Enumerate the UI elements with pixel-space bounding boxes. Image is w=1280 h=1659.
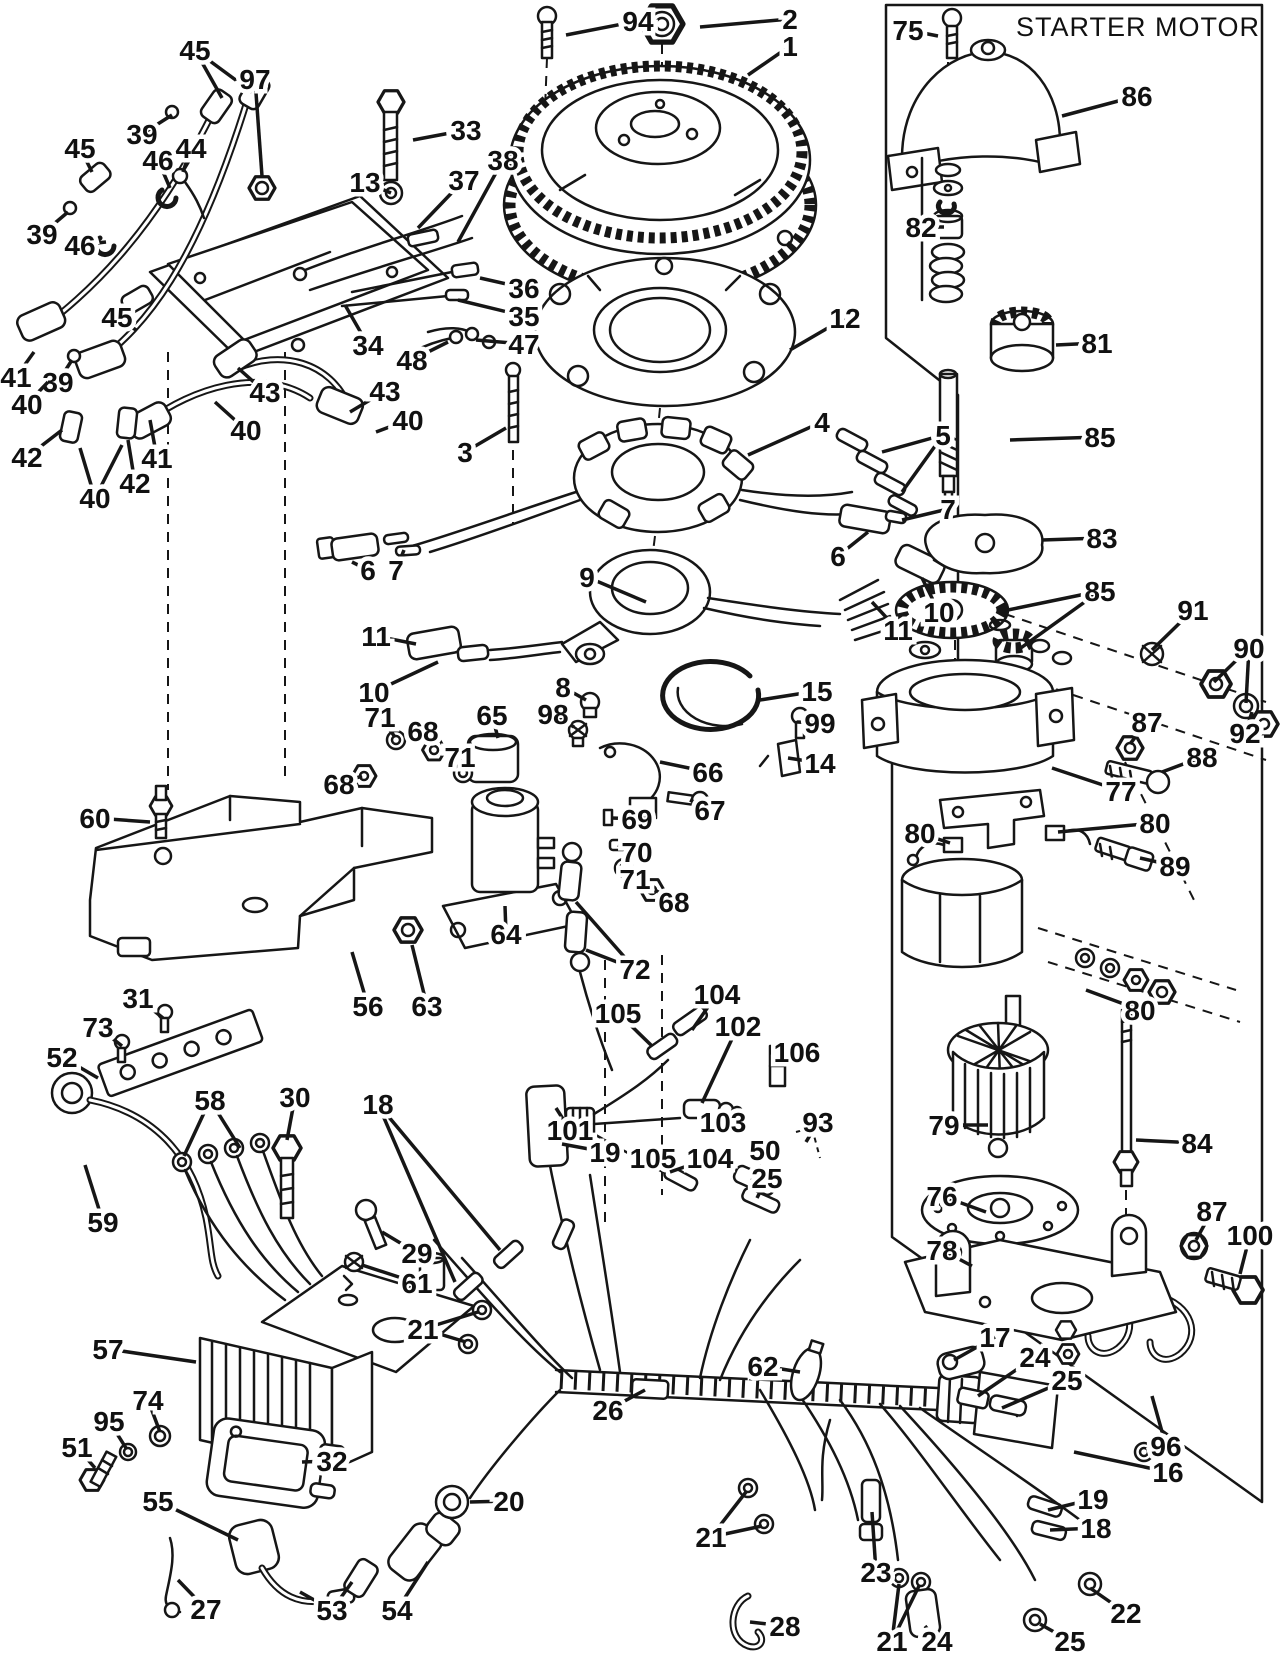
callout-80 — [1058, 808, 1171, 839]
starter-cap-86 — [888, 40, 1080, 190]
callout-88 — [1162, 742, 1218, 773]
svg-text:87: 87 — [1196, 1196, 1228, 1227]
callout-39 — [42, 360, 73, 398]
svg-text:66: 66 — [692, 757, 724, 788]
callout-63 — [411, 945, 442, 1022]
svg-text:98: 98 — [537, 699, 569, 730]
callout-57 — [92, 1334, 196, 1365]
callout-83 — [1042, 523, 1118, 554]
svg-text:10: 10 — [358, 677, 390, 708]
leads-58 — [173, 1134, 322, 1300]
svg-text:44: 44 — [175, 133, 207, 164]
svg-text:79: 79 — [928, 1110, 960, 1141]
callout-65 — [476, 700, 507, 738]
gear-set-85 — [896, 582, 1032, 672]
svg-text:69: 69 — [621, 804, 653, 835]
callout-31 — [122, 983, 163, 1018]
callout-40 — [79, 445, 122, 514]
svg-text:50: 50 — [749, 1135, 781, 1166]
retainer-ring-15 — [663, 661, 759, 729]
svg-text:54: 54 — [381, 1595, 413, 1626]
callout-25 — [751, 1163, 782, 1198]
svg-text:65: 65 — [476, 700, 508, 731]
svg-text:10: 10 — [923, 597, 955, 628]
bolt-30 — [273, 1136, 301, 1218]
callout-1 — [748, 31, 798, 75]
callout-4 — [748, 407, 830, 455]
svg-text:5: 5 — [935, 420, 951, 451]
starter-housing — [902, 859, 1022, 967]
svg-text:61: 61 — [401, 1268, 433, 1299]
callout-105 — [595, 998, 652, 1046]
svg-text:58: 58 — [194, 1085, 226, 1116]
svg-text:67: 67 — [694, 795, 726, 826]
callout-56 — [352, 952, 384, 1022]
callout-93 — [802, 1107, 833, 1142]
callout-52 — [46, 1042, 98, 1078]
svg-text:34: 34 — [352, 330, 384, 361]
callout-16 — [1074, 1452, 1184, 1488]
svg-text:20: 20 — [493, 1486, 525, 1517]
callout-51 — [61, 1432, 95, 1468]
svg-text:84: 84 — [1181, 1128, 1213, 1159]
svg-text:15: 15 — [801, 676, 833, 707]
svg-text:31: 31 — [122, 983, 154, 1014]
callout-6 — [830, 532, 868, 572]
callout-85 — [1010, 422, 1116, 453]
svg-text:38: 38 — [487, 145, 519, 176]
svg-text:95: 95 — [93, 1406, 125, 1437]
nut-63 — [394, 918, 422, 942]
svg-text:24: 24 — [1019, 1342, 1051, 1373]
svg-text:40: 40 — [11, 389, 43, 420]
svg-text:71: 71 — [619, 864, 651, 895]
nut-87-upper — [1117, 737, 1143, 760]
svg-text:99: 99 — [804, 708, 836, 739]
callout-84 — [1136, 1128, 1213, 1159]
svg-text:30: 30 — [279, 1082, 311, 1113]
callout-40 — [376, 405, 424, 436]
svg-text:96: 96 — [1150, 1431, 1182, 1462]
svg-text:82: 82 — [905, 212, 937, 243]
through-bolt-84 — [1114, 1010, 1138, 1186]
callout-86 — [1062, 81, 1153, 116]
svg-text:106: 106 — [773, 1037, 821, 1068]
svg-text:105: 105 — [629, 1143, 677, 1174]
svg-text:90: 90 — [1233, 633, 1265, 664]
callout-67 — [690, 795, 726, 826]
callout-106 — [774, 1037, 821, 1068]
pinion-81 — [991, 311, 1053, 371]
svg-text:13: 13 — [349, 167, 381, 198]
svg-text:2: 2 — [782, 4, 798, 35]
frame-77 — [862, 640, 1074, 773]
callout-71 — [619, 864, 650, 895]
svg-text:45: 45 — [179, 35, 211, 66]
svg-text:62: 62 — [747, 1351, 779, 1382]
svg-text:46: 46 — [142, 145, 174, 176]
callout-68 — [655, 887, 690, 918]
callout-43 — [238, 368, 281, 408]
svg-text:16: 16 — [1152, 1457, 1184, 1488]
svg-text:21: 21 — [876, 1626, 908, 1657]
svg-text:43: 43 — [249, 377, 281, 408]
callout-72 — [576, 902, 651, 985]
svg-text:19: 19 — [1077, 1484, 1109, 1515]
bolt-94 — [538, 7, 556, 58]
boot-53-54 — [342, 1510, 463, 1600]
callout-6 — [352, 555, 376, 586]
svg-text:25: 25 — [1054, 1626, 1086, 1657]
svg-text:104: 104 — [693, 979, 741, 1010]
callout-41 — [0, 352, 34, 393]
svg-text:85: 85 — [1084, 576, 1116, 607]
svg-text:12: 12 — [829, 303, 861, 334]
svg-text:88: 88 — [1186, 742, 1218, 773]
svg-text:18: 18 — [1080, 1513, 1112, 1544]
svg-text:60: 60 — [79, 803, 111, 834]
callout-71 — [364, 702, 395, 737]
callout-92 — [1229, 712, 1260, 749]
svg-text:55: 55 — [142, 1486, 174, 1517]
svg-text:40: 40 — [392, 405, 424, 436]
svg-text:51: 51 — [61, 1432, 93, 1463]
svg-text:70: 70 — [621, 837, 653, 868]
svg-text:102: 102 — [714, 1011, 762, 1042]
svg-text:92: 92 — [1229, 718, 1261, 749]
svg-text:24: 24 — [921, 1626, 953, 1657]
svg-text:80: 80 — [904, 818, 936, 849]
svg-text:72: 72 — [619, 954, 651, 985]
grommet-8 — [581, 693, 599, 717]
svg-text:41: 41 — [141, 443, 173, 474]
screw-31 — [158, 1005, 172, 1032]
svg-text:3: 3 — [457, 437, 473, 468]
svg-text:63: 63 — [411, 991, 443, 1022]
callout-25 — [1040, 1624, 1086, 1657]
svg-text:23: 23 — [860, 1557, 892, 1588]
callout-45 — [64, 133, 95, 172]
svg-text:76: 76 — [926, 1181, 958, 1212]
svg-text:71: 71 — [364, 702, 396, 733]
svg-text:11: 11 — [361, 621, 391, 652]
svg-text:100: 100 — [1226, 1220, 1274, 1251]
svg-text:85: 85 — [1084, 422, 1116, 453]
bolt-75 — [943, 9, 961, 58]
svg-text:64: 64 — [490, 919, 522, 950]
boot-55 — [227, 1517, 355, 1606]
svg-text:7: 7 — [388, 555, 404, 586]
bolt-100 — [1205, 1268, 1263, 1303]
svg-text:77: 77 — [1105, 776, 1137, 807]
svg-text:8: 8 — [555, 672, 571, 703]
armature-79 — [948, 996, 1048, 1157]
svg-text:89: 89 — [1159, 851, 1191, 882]
svg-text:39: 39 — [126, 119, 158, 150]
callout-34 — [345, 305, 384, 361]
callout-28 — [750, 1611, 801, 1642]
svg-text:56: 56 — [352, 991, 384, 1022]
svg-text:104: 104 — [686, 1143, 734, 1174]
svg-text:39: 39 — [26, 219, 58, 250]
callout-33 — [413, 115, 482, 146]
callout-98 — [537, 699, 574, 730]
callout-100 — [1227, 1220, 1274, 1274]
svg-text:46: 46 — [64, 230, 96, 261]
svg-text:21: 21 — [695, 1522, 727, 1553]
callout-96 — [1150, 1396, 1181, 1462]
svg-text:53: 53 — [316, 1595, 348, 1626]
callout-91 — [1152, 595, 1209, 650]
svg-text:19: 19 — [589, 1137, 621, 1168]
stud-89 — [1095, 837, 1154, 871]
svg-text:42: 42 — [119, 468, 151, 499]
callout-26 — [592, 1390, 645, 1426]
svg-text:81: 81 — [1081, 328, 1113, 359]
svg-text:91: 91 — [1177, 595, 1209, 626]
callout-105 — [630, 1143, 677, 1174]
svg-text:101: 101 — [546, 1115, 594, 1146]
svg-text:36: 36 — [508, 273, 540, 304]
callout-102 — [702, 1011, 761, 1103]
svg-text:40: 40 — [79, 483, 111, 514]
svg-text:33: 33 — [450, 115, 482, 146]
svg-text:29: 29 — [401, 1238, 433, 1269]
pin-69 — [604, 810, 612, 825]
svg-text:68: 68 — [407, 716, 439, 747]
callout-73 — [82, 1012, 122, 1046]
svg-text:22: 22 — [1110, 1598, 1142, 1629]
callout-87 — [1196, 1196, 1228, 1240]
callout-46 — [142, 145, 173, 188]
svg-text:87: 87 — [1131, 707, 1163, 738]
svg-text:17: 17 — [979, 1322, 1011, 1353]
svg-text:103: 103 — [699, 1107, 747, 1138]
svg-text:42: 42 — [11, 442, 43, 473]
svg-text:86: 86 — [1121, 81, 1153, 112]
washer-95 — [120, 1444, 136, 1460]
svg-text:6: 6 — [360, 555, 376, 586]
svg-text:78: 78 — [926, 1235, 958, 1266]
svg-text:1: 1 — [782, 31, 798, 62]
svg-text:71: 71 — [444, 742, 476, 773]
bolt-29 — [356, 1200, 386, 1249]
callout-81 — [1056, 328, 1113, 359]
svg-text:59: 59 — [87, 1207, 119, 1238]
svg-text:11: 11 — [883, 615, 913, 646]
timer-base — [562, 550, 840, 664]
callout-7 — [388, 550, 404, 586]
callout-39 — [26, 212, 68, 250]
callout-21 — [695, 1492, 762, 1553]
svg-text:80: 80 — [1139, 808, 1171, 839]
svg-text:52: 52 — [46, 1042, 78, 1073]
callout-87 — [1130, 707, 1163, 744]
svg-text:74: 74 — [132, 1385, 164, 1416]
callout-46 — [64, 230, 106, 261]
nut-87-lower — [1181, 1233, 1207, 1259]
callout-24 — [921, 1626, 953, 1657]
callout-95 — [93, 1406, 126, 1448]
svg-text:45: 45 — [101, 302, 133, 333]
svg-text:94: 94 — [622, 6, 654, 37]
svg-text:27: 27 — [190, 1594, 222, 1625]
svg-text:43: 43 — [369, 376, 401, 407]
svg-text:4: 4 — [814, 407, 830, 438]
svg-text:37: 37 — [448, 165, 480, 196]
svg-text:75: 75 — [892, 15, 924, 46]
callout-68 — [407, 716, 438, 747]
svg-text:40: 40 — [230, 415, 262, 446]
callout-36 — [480, 273, 540, 304]
callout-66 — [660, 757, 724, 788]
callout-42 — [11, 430, 62, 473]
strap-27 — [165, 1538, 180, 1617]
callout-27 — [178, 1580, 222, 1625]
svg-text:105: 105 — [594, 998, 642, 1029]
callout-30 — [279, 1082, 310, 1140]
svg-text:41: 41 — [0, 362, 32, 393]
svg-text:68: 68 — [658, 887, 690, 918]
svg-text:80: 80 — [1124, 995, 1156, 1026]
svg-text:9: 9 — [579, 562, 595, 593]
svg-text:39: 39 — [42, 367, 74, 398]
svg-text:25: 25 — [751, 1163, 783, 1194]
svg-text:48: 48 — [396, 345, 428, 376]
svg-text:35: 35 — [508, 301, 540, 332]
bolt-33 — [378, 91, 404, 180]
svg-text:28: 28 — [769, 1611, 801, 1642]
callout-75 — [892, 15, 938, 46]
svg-text:68: 68 — [323, 769, 355, 800]
callout-59 — [85, 1165, 119, 1238]
hub-plate — [535, 258, 795, 406]
bolt-3 — [506, 363, 520, 442]
callout-20 — [470, 1486, 525, 1517]
callout-71 — [444, 742, 475, 773]
svg-text:83: 83 — [1086, 523, 1118, 554]
svg-text:45: 45 — [64, 133, 96, 164]
callout-15 — [760, 676, 833, 707]
svg-text:7: 7 — [940, 494, 956, 525]
svg-text:26: 26 — [592, 1395, 624, 1426]
timer-leads-left — [406, 626, 562, 662]
callout-103 — [700, 1107, 747, 1138]
svg-text:21: 21 — [407, 1314, 439, 1345]
callout-40 — [215, 402, 262, 446]
callout-104 — [670, 1143, 734, 1174]
callout-12 — [790, 303, 861, 350]
ground-wire-59 — [52, 1073, 218, 1276]
callout-94 — [566, 6, 654, 37]
starter-motor-title: STARTER MOTOR — [1015, 12, 1261, 42]
callout-69 — [612, 804, 653, 835]
svg-text:32: 32 — [316, 1446, 348, 1477]
callout-60 — [79, 803, 150, 834]
svg-text:93: 93 — [802, 1107, 834, 1138]
callout-45 — [101, 302, 136, 333]
svg-text:57: 57 — [92, 1334, 124, 1365]
svg-text:25: 25 — [1051, 1365, 1083, 1396]
svg-text:47: 47 — [508, 329, 540, 360]
svg-text:14: 14 — [804, 748, 836, 779]
callout-48 — [396, 342, 448, 376]
callout-29 — [382, 1232, 433, 1269]
callout-3 — [457, 428, 506, 468]
svg-text:6: 6 — [830, 541, 846, 572]
svg-text:73: 73 — [82, 1012, 114, 1043]
svg-text:97: 97 — [239, 64, 271, 95]
callout-22 — [1090, 1588, 1142, 1629]
svg-text:18: 18 — [362, 1089, 394, 1120]
